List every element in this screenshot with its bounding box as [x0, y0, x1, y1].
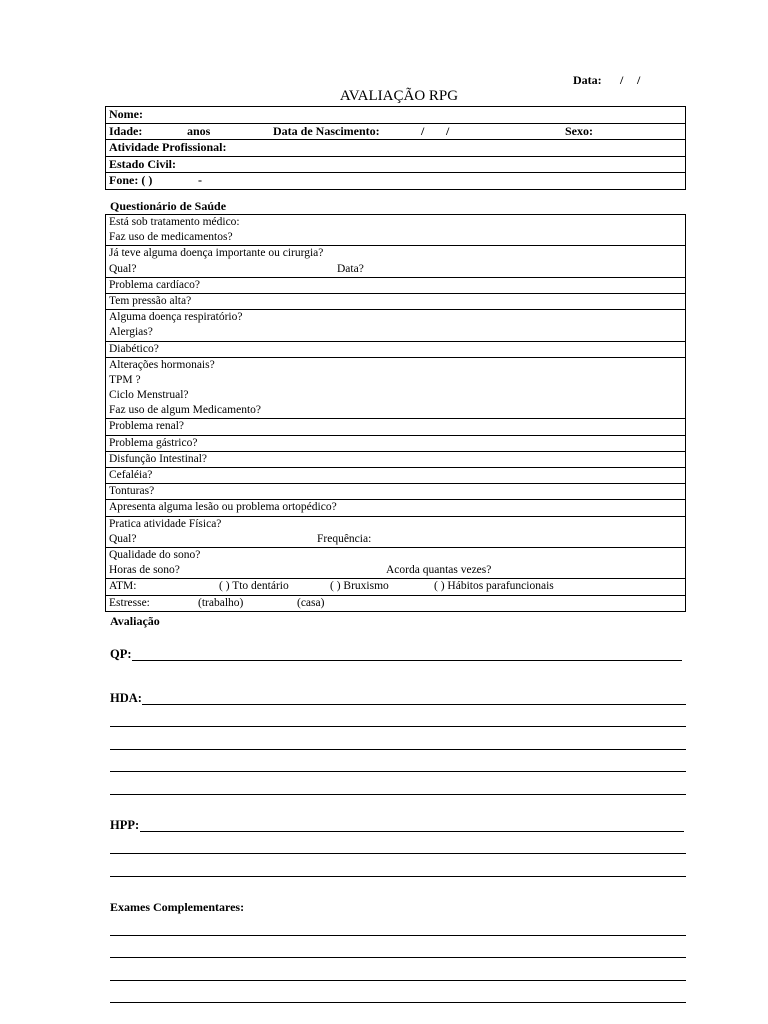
question-text: Qual?: [109, 532, 137, 545]
question-text: Faz uso de algum Medicamento?: [109, 404, 262, 417]
question-text: Cefaléia?: [109, 469, 153, 481]
question-text: Acorda quantas vezes?: [386, 564, 492, 577]
questionnaire-heading: Questionário de Saúde: [110, 199, 227, 213]
checkbox-option[interactable]: ( ) Bruxismo: [330, 580, 389, 593]
phone-dash: -: [198, 173, 202, 187]
age-label: Idade:: [109, 123, 143, 138]
table-row[interactable]: [106, 419, 685, 435]
table-row[interactable]: [106, 358, 685, 420]
exams-line[interactable]: [110, 957, 686, 958]
marital-status-label: Estado Civil:: [109, 156, 177, 171]
question-text: Alguma doença respiratório?: [109, 311, 243, 324]
question-text: Diabético?: [109, 342, 159, 355]
occupation-label: Atividade Profissional:: [109, 140, 227, 154]
hda-line[interactable]: [110, 749, 686, 750]
question-text: Tem pressão alta?: [109, 294, 192, 307]
table-row[interactable]: [106, 215, 685, 246]
evaluation-title: Avaliação: [110, 614, 160, 628]
years-label: anos: [187, 123, 211, 138]
age-row[interactable]: [106, 124, 685, 141]
hda-line[interactable]: [142, 704, 686, 705]
hpp-label: HPP:: [110, 818, 140, 832]
question-text: Ciclo Menstrual?: [109, 389, 189, 402]
table-row[interactable]: [106, 517, 685, 548]
name-row[interactable]: [106, 107, 685, 124]
question-text: Apresenta alguma lesão ou problema ortopédico?: [109, 501, 337, 514]
identification-box: [105, 106, 686, 190]
table-row[interactable]: [106, 452, 685, 468]
exams-line[interactable]: [110, 935, 686, 936]
question-text: TPM ?: [109, 373, 141, 386]
phone-row[interactable]: [106, 173, 685, 189]
question-text: Horas de sono?: [109, 564, 180, 577]
marital-status-row[interactable]: [106, 157, 685, 174]
birthdate-label: Data de Nascimento:: [273, 123, 380, 138]
birthdate-slash: /: [421, 123, 425, 138]
table-row[interactable]: [106, 342, 685, 358]
hpp-line[interactable]: [110, 853, 686, 854]
date-label: Data:: [573, 73, 602, 87]
name-label: Nome:: [109, 107, 143, 121]
qp-line[interactable]: [132, 660, 682, 661]
question-text: Pratica atividade Física?: [109, 517, 222, 530]
table-row[interactable]: [106, 294, 685, 310]
table-row[interactable]: [106, 500, 685, 516]
table-row[interactable]: [106, 579, 685, 595]
question-text: Qual?: [109, 262, 137, 275]
exams-line[interactable]: [110, 1002, 686, 1003]
exams-line[interactable]: [110, 980, 686, 981]
health-questionnaire-table: [105, 214, 686, 612]
date-slash: /: [620, 73, 624, 87]
hpp-line[interactable]: [140, 831, 684, 832]
table-row[interactable]: [106, 548, 685, 579]
date-field: [573, 73, 641, 88]
stress-home-option[interactable]: (casa): [297, 596, 325, 609]
question-text: Está sob tratamento médico:: [109, 216, 240, 228]
table-row[interactable]: [106, 246, 685, 277]
question-text: Problema cardíaco?: [109, 278, 200, 291]
hda-line[interactable]: [110, 726, 686, 727]
checkbox-option[interactable]: ( ) Hábitos parafuncionais: [434, 580, 554, 593]
phone-label: Fone: ( ): [109, 173, 153, 187]
question-text: Problema renal?: [109, 420, 185, 433]
birthdate-slash: /: [446, 123, 450, 138]
question-text: Data?: [337, 262, 364, 275]
stress-work-option[interactable]: (trabalho): [198, 596, 244, 609]
hpp-line[interactable]: [110, 876, 686, 877]
checkbox-option[interactable]: ( ) Tto dentário: [219, 580, 289, 593]
question-text: Estresse:: [109, 596, 150, 609]
question-text: Problema gástrico?: [109, 436, 198, 449]
question-text: Faz uso de medicamentos?: [109, 231, 233, 244]
table-row[interactable]: [106, 468, 685, 484]
table-row[interactable]: [106, 484, 685, 500]
question-text: Tonturas?: [109, 485, 155, 498]
occupation-row[interactable]: [106, 140, 685, 157]
question-text: ATM:: [109, 580, 137, 593]
date-slash: /: [637, 73, 641, 87]
question-text: Alergias?: [109, 326, 153, 339]
table-row[interactable]: [106, 278, 685, 294]
qp-label: QP:: [110, 647, 132, 661]
hda-line[interactable]: [110, 794, 686, 795]
question-text: Frequência:: [317, 532, 372, 545]
table-row[interactable]: [106, 596, 685, 611]
question-text: Já teve alguma doença importante ou cirurgia?: [109, 247, 324, 260]
hda-line[interactable]: [110, 771, 686, 772]
hda-label: HDA:: [110, 691, 142, 705]
page-title: AVALIAÇÃO RPG: [339, 88, 459, 104]
table-row[interactable]: [106, 436, 685, 452]
question-text: Disfunção Intestinal?: [109, 452, 208, 465]
question-text: Alterações hormonais?: [109, 358, 215, 371]
sex-label: Sexo:: [565, 123, 593, 138]
question-text: Qualidade do sono?: [109, 548, 201, 561]
exams-label: Exames Complementares:: [110, 900, 245, 914]
table-row[interactable]: [106, 310, 685, 341]
